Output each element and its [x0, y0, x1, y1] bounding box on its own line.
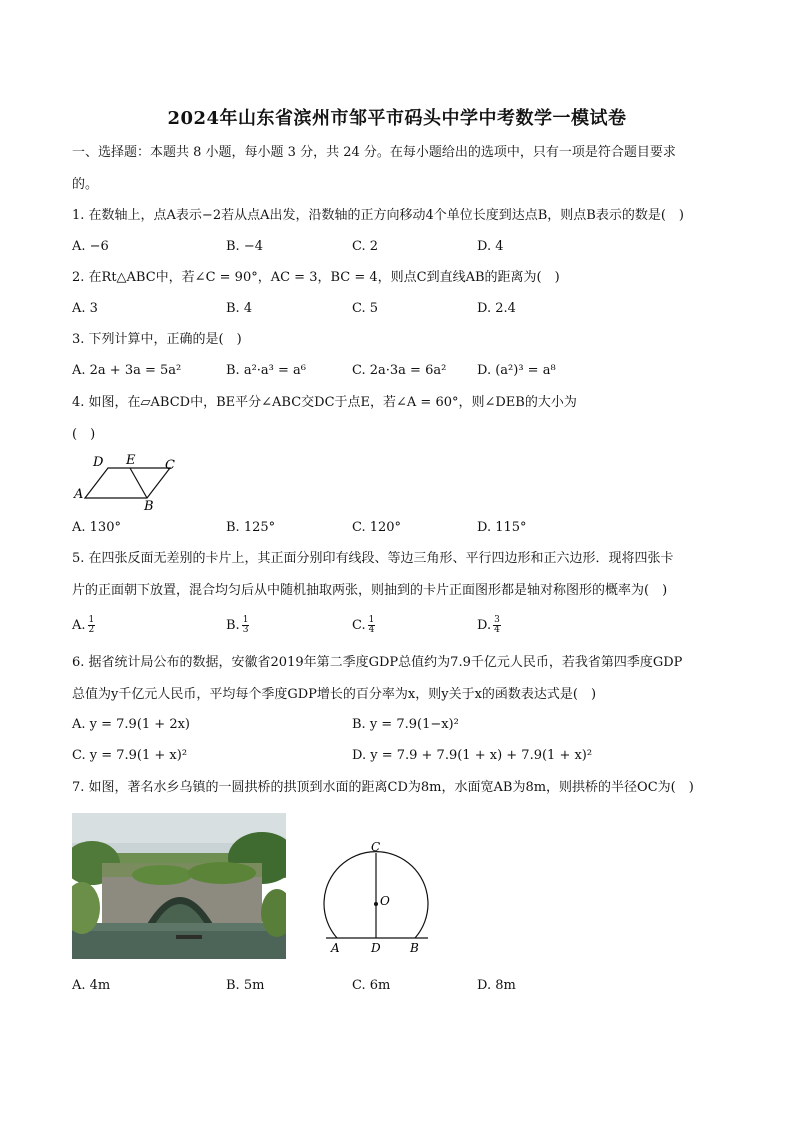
section-heading-cont: 的。 — [72, 177, 99, 192]
bridge-photo — [72, 813, 286, 959]
numerator: 3 — [494, 615, 500, 625]
q7-option-b[interactable]: B. 5m — [226, 978, 265, 993]
question-4-paren: ( ) — [72, 427, 96, 442]
q2-option-c[interactable]: C. 5 — [352, 301, 379, 316]
q3-option-d[interactable]: D. (a²)³ = a⁸ — [477, 363, 556, 378]
q4-option-c[interactable]: C. 120° — [352, 520, 402, 535]
fraction — [242, 616, 250, 635]
label-o: O — [380, 894, 390, 908]
q5-option-c[interactable] — [352, 616, 375, 635]
label-a: A — [331, 941, 340, 955]
q7-option-c[interactable]: C. 6m — [352, 978, 391, 993]
denominator: 2 — [88, 625, 95, 635]
denominator: 4 — [368, 625, 375, 635]
q2-option-b[interactable]: B. 4 — [226, 301, 253, 316]
arch-bridge-diagram — [322, 836, 434, 958]
q4-option-a[interactable]: A. 130° — [72, 520, 121, 535]
q5-c-prefix: C. — [352, 618, 366, 633]
segment-be — [130, 468, 147, 498]
fraction — [88, 616, 96, 635]
q5-option-b[interactable] — [226, 616, 249, 635]
label-d: D — [93, 455, 104, 470]
q6-option-b[interactable]: B. y = 7.9(1−x)² — [352, 717, 459, 732]
q2-option-a[interactable]: A. 3 — [72, 301, 98, 316]
q5-option-a[interactable] — [72, 616, 95, 635]
question-2-stem: 2. 在Rt△ABC中，若∠C = 90°，AC = 3，BC = 4，则点C到直线AB的距离为( ) — [72, 270, 560, 285]
page-title: 2024年山东省滨州市邹平市码头中学中考数学一模试卷 — [167, 108, 627, 129]
question-1-stem: 1. 在数轴上，点A表示−2若从点A出发，沿数轴的正方向移动4个单位长度到达点B，则点B表示的数是( ) — [72, 208, 684, 223]
q2-option-d[interactable]: D. 2.4 — [477, 301, 516, 316]
q3-option-a[interactable]: A. 2a + 3a = 5a² — [72, 363, 182, 378]
question-5-stem: 5. 在四张反面无差别的卡片上，其正面分别印有线段、等边三角形、平行四边形和正六边形．现将四张卡 — [72, 551, 674, 566]
q6-option-a[interactable]: A. y = 7.9(1 + 2x) — [72, 717, 191, 732]
q1-option-a[interactable]: A. −6 — [72, 239, 109, 254]
q3-option-b[interactable]: B. a²·a³ = a⁶ — [226, 363, 306, 378]
fraction — [368, 616, 376, 635]
denominator: 3 — [242, 625, 249, 635]
q5-b-prefix: B. — [226, 618, 240, 633]
label-a: A — [74, 487, 84, 502]
q5-d-prefix: D. — [477, 618, 492, 633]
q5-a-prefix: A. — [72, 618, 86, 633]
question-7-stem: 7. 如图，著名水乡乌镇的一圆拱桥的拱顶到水面的距离CD为8m，水面宽AB为8m，则拱桥的半径OC为( ) — [72, 780, 694, 795]
section-heading: 一、选择题：本题共 8 小题，每小题 3 分，共 24 分。在每小题给出的选项中，只有一项是符合题目要求 — [72, 145, 676, 160]
label-e: E — [126, 453, 136, 468]
q4-option-b[interactable]: B. 125° — [226, 520, 276, 535]
parallelogram-figure — [72, 450, 187, 512]
question-6-stem: 6. 据省统计局公布的数据，安徽省2019年第二季度GDP总值约为7.9千亿元人民币，若我省第四季度GDP — [72, 655, 683, 670]
numerator: 1 — [368, 615, 375, 625]
label-b: B — [410, 941, 419, 955]
q4-option-d[interactable]: D. 115° — [477, 520, 527, 535]
q7-option-a[interactable]: A. 4m — [72, 978, 111, 993]
question-3-stem: 3. 下列计算中，正确的是( ) — [72, 332, 242, 347]
q6-option-c[interactable]: C. y = 7.9(1 + x)² — [72, 748, 188, 763]
fraction — [493, 616, 501, 635]
numerator: 1 — [88, 615, 95, 625]
q3-option-c[interactable]: C. 2a·3a = 6a² — [352, 363, 447, 378]
question-6-stem-cont: 总值为y千亿元人民币，平均每个季度GDP增长的百分率为x，则y关于x的函数表达式是( ) — [72, 687, 597, 702]
q7-option-d[interactable]: D. 8m — [477, 978, 516, 993]
q5-option-d[interactable] — [477, 616, 501, 635]
center-point-o — [374, 902, 378, 906]
label-d: D — [371, 941, 381, 955]
q1-option-b[interactable]: B. −4 — [226, 239, 263, 254]
label-c: C — [371, 840, 381, 854]
q1-option-c[interactable]: C. 2 — [352, 239, 379, 254]
numerator: 1 — [242, 615, 249, 625]
label-c: C — [165, 458, 175, 473]
question-4-stem: 4. 如图，在▱ABCD中，BE平分∠ABC交DC于点E，若∠A = 60°，则∠DEB的大小为 — [72, 395, 577, 410]
q6-option-d[interactable]: D. y = 7.9 + 7.9(1 + x) + 7.9(1 + x)² — [352, 748, 593, 763]
q1-option-d[interactable]: D. 4 — [477, 239, 504, 254]
denominator: 4 — [494, 625, 500, 635]
question-5-stem-cont: 片的正面朝下放置，混合均匀后从中随机抽取两张，则抽到的卡片正面图形都是轴对称图形的概率为( ) — [72, 583, 668, 598]
parallelogram-abcd — [85, 468, 170, 498]
label-b: B — [144, 499, 154, 512]
